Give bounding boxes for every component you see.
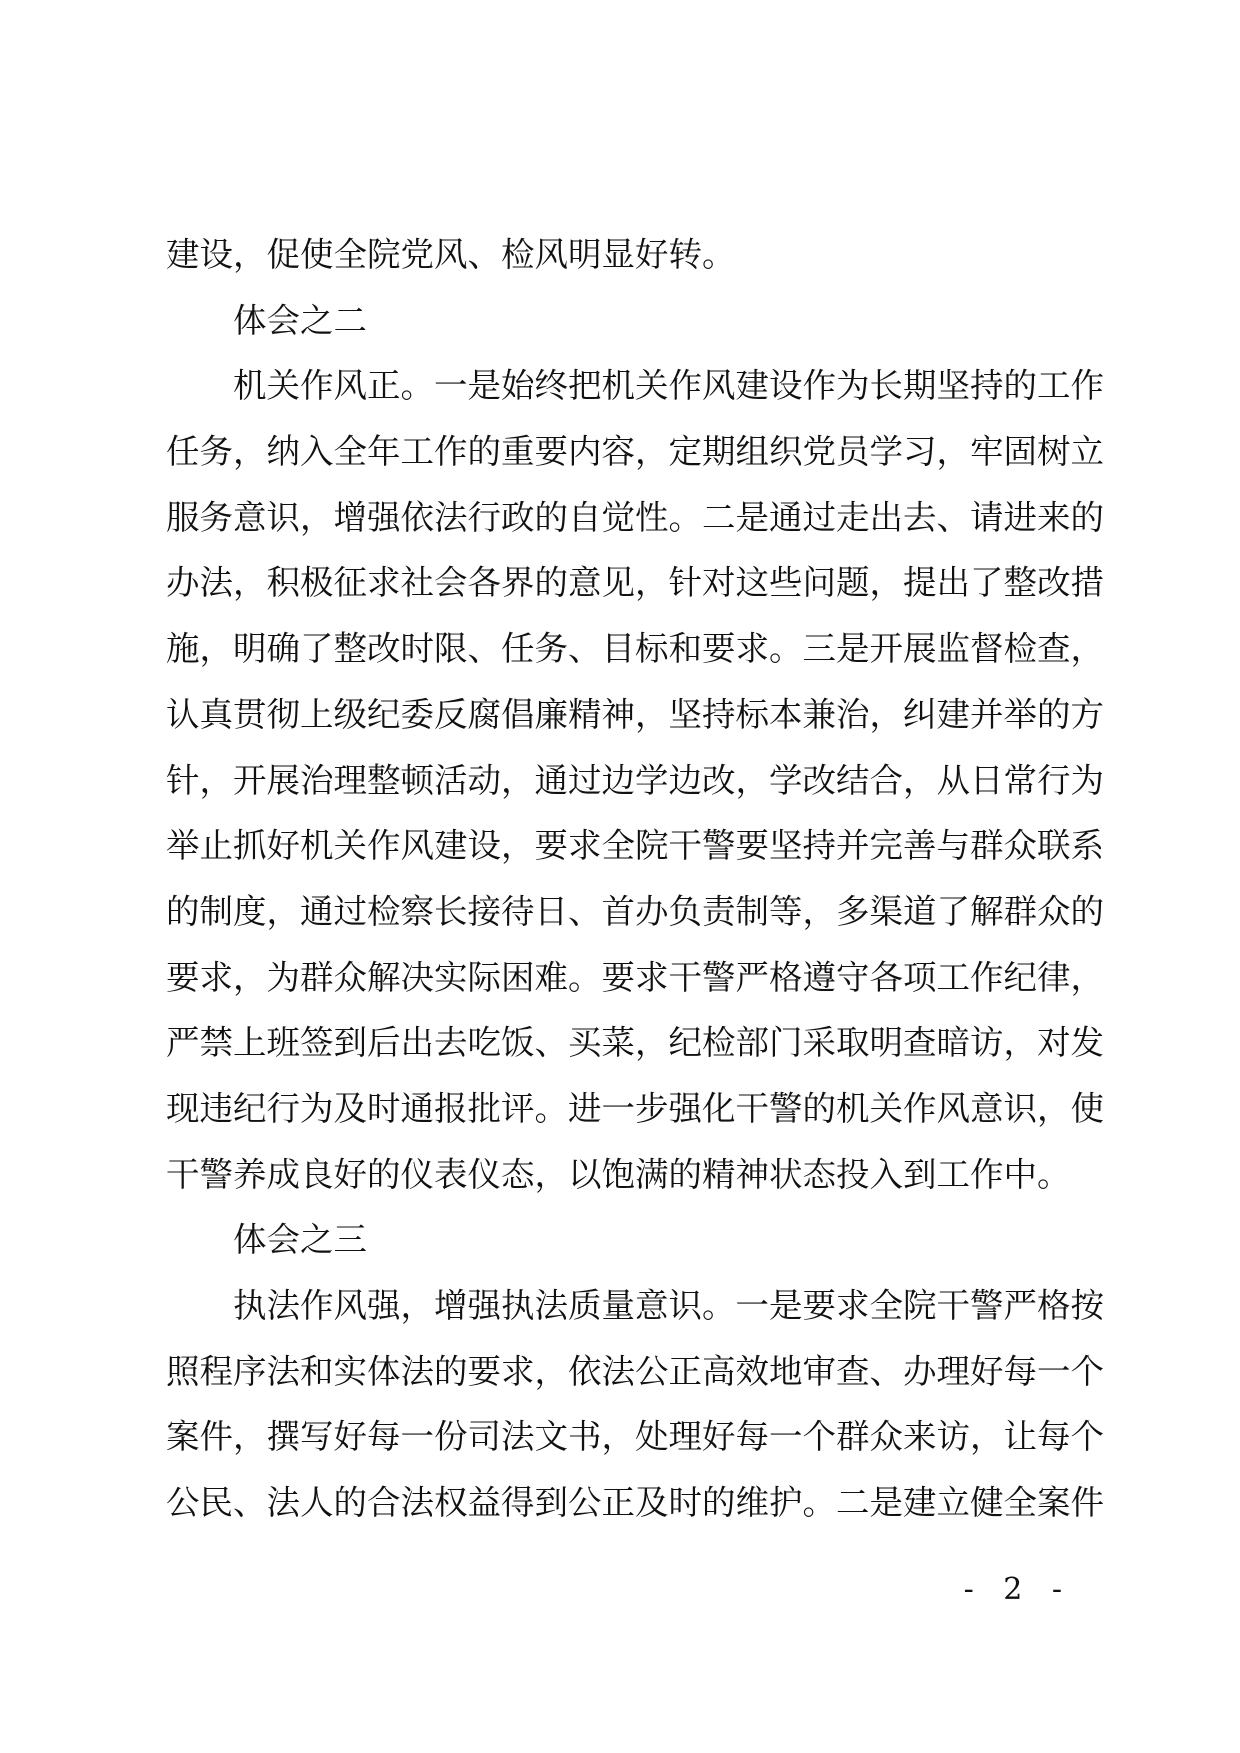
text-line: 认真贯彻上级纪委反腐倡廉精神，坚持标本兼治，纠建并举的方 [166,694,1104,734]
text-line: 举止抓好机关作风建设，要求全院干警要坚持并完善与群众联系 [166,826,1104,866]
section-heading: 体会之二 [233,300,367,340]
text-line: 建设，促使全院党风、检风明显好转。 [166,235,736,274]
text-line: 现违纪行为及时通报批评。进一步强化干警的机关作风意识，使 [166,1088,1104,1128]
page-number: - 2 - [963,1572,1072,1607]
text-line: 案件，撰写好每一份司法文书，处理好每一个群众来访，让每个 [166,1417,1104,1457]
text-line: 照程序法和实体法的要求，依法公正高效地审查、办理好每一个 [166,1351,1104,1391]
text-line: 任务，纳入全年工作的重要内容，定期组织党员学习，牢固树立 [166,432,1104,472]
text-line: 的制度，通过检察长接待日、首办负责制等，多渠道了解群众的 [166,891,1104,931]
body-text [166,222,1104,1536]
text-line: 机关作风正。一是始终把机关作风建设作为长期坚持的工作 [233,366,1104,406]
text-line: 针，开展治理整顿活动，通过边学边改，学改结合，从日常行为 [166,760,1104,800]
section-heading: 体会之三 [233,1220,367,1260]
text-line: 公民、法人的合法权益得到公正及时的维护。二是建立健全案件 [166,1483,1104,1523]
text-line: 服务意识，增强依法行政的自觉性。二是通过走出去、请进来的 [166,497,1104,537]
text-line: 施，明确了整改时限、任务、目标和要求。三是开展监督检查， [166,629,1104,669]
text-line: 要求，为群众解决实际困难。要求干警严格遵守各项工作纪律， [166,957,1104,997]
text-line: 干警养成良好的仪表仪态，以饱满的精神状态投入到工作中。 [166,1154,1071,1194]
text-line: 办法，积极征求社会各界的意见，针对这些问题，提出了整改措 [166,563,1104,603]
text-line: 严禁上班签到后出去吃饭、买菜，纪检部门采取明查暗访，对发 [166,1023,1104,1063]
text-line: 执法作风强，增强执法质量意识。一是要求全院干警严格按 [233,1286,1104,1325]
